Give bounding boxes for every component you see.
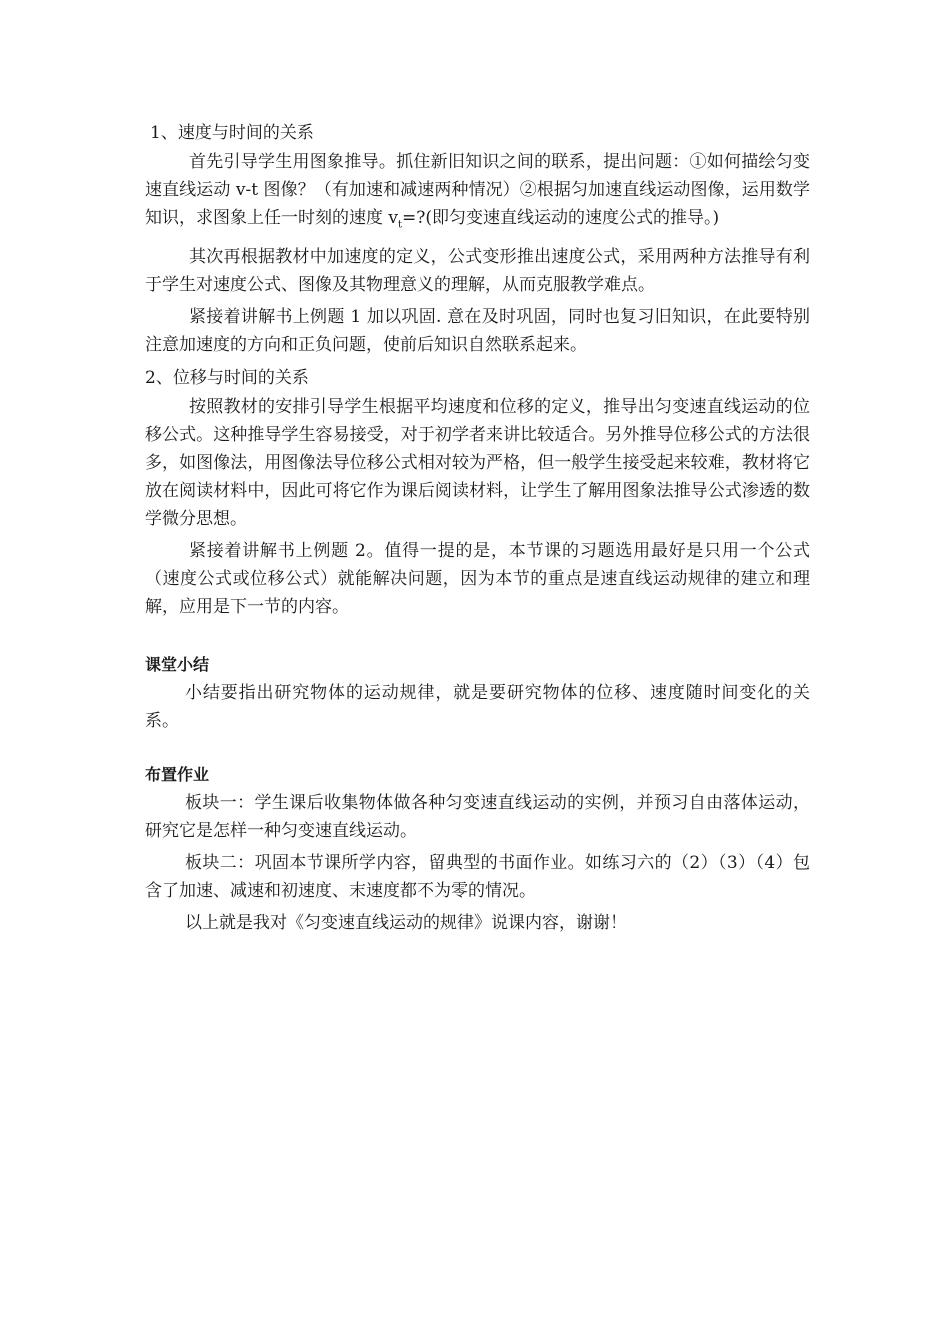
homework-paragraph-1: 板块一：学生课后收集物体做各种匀变速直线运动的实例，并预习自由落体运动，研究它是怎样一种匀变速直线运动。 (145, 793, 810, 842)
section1-p1-text: 首先引导学生用图象推导。抓住新旧知识之间的联系，提出问题：①如何描绘匀变速直线运动 v-t 图像？（有加速和减速两种情况）②根据匀加速直线运动图像，运用数学知识，求图象上任一时刻的速度 v (145, 152, 810, 228)
spacer (145, 625, 810, 651)
section1-p1-text-cont: =?(即匀变速直线运动的速度公式的推导。) (402, 208, 720, 228)
section2-paragraph-2: 紧接着讲解书上例题 2。值得一提的是，本节课的习题选用最好是只用一个公式（速度公式或位移公式）就能解决问题，因为本节的重点是速直线运动规律的建立和理解，应用是下一节的内容。 (145, 541, 810, 618)
closing-paragraph: 以上就是我对《匀变速直线运动的规律》说课内容，谢谢！ (185, 913, 627, 934)
homework-paragraph-2: 板块二：巩固本节课所学内容，留典型的书面作业。如练习六的（2）（3）（4）包含了加速、减速和初速度、末速度都不为零的情况。 (145, 853, 810, 902)
section2-heading: 2、位移与时间的关系 (145, 368, 309, 389)
section2-paragraph-1: 按照教材的安排引导学生根据平均速度和位移的定义，推导出匀变速直线运动的位移公式。这种推导学生容易接受，对于初学者来讲比较适合。另外推导位移公式的方法很多，如图像法，用图像法导位移公式相对较为严格，但一般学生接受起来较难，教材将它放在阅读材料中，因此可将它作为课后阅读材料，让学生了解用图象法推导公式渗透的数学微分思想。 (145, 397, 810, 530)
document-body (145, 118, 810, 941)
velocity-subscript: t (398, 219, 403, 231)
spacer (145, 739, 810, 761)
summary-title: 课堂小结 (145, 655, 210, 675)
section1-paragraph-1 (145, 148, 810, 239)
section1-paragraph-2: 其次再根据教材中加速度的定义，公式变形推出速度公式，采用两种方法推导有利于学生对速度公式、图像及其物理意义的理解，从而克服教学难点。 (145, 247, 810, 296)
summary-paragraph: 小结要指出研究物体的运动规律，就是要研究物体的位移、速度随时间变化的关系。 (145, 683, 810, 732)
section1-paragraph-3: 紧接着讲解书上例题 1 加以巩固. 意在及时巩固，同时也复习旧知识，在此要特别注意加速度的方向和正负问题，使前后知识自然联系起来。 (145, 307, 810, 356)
section1-heading: 1、速度与时间的关系 (150, 123, 314, 143)
homework-title: 布置作业 (145, 765, 210, 785)
